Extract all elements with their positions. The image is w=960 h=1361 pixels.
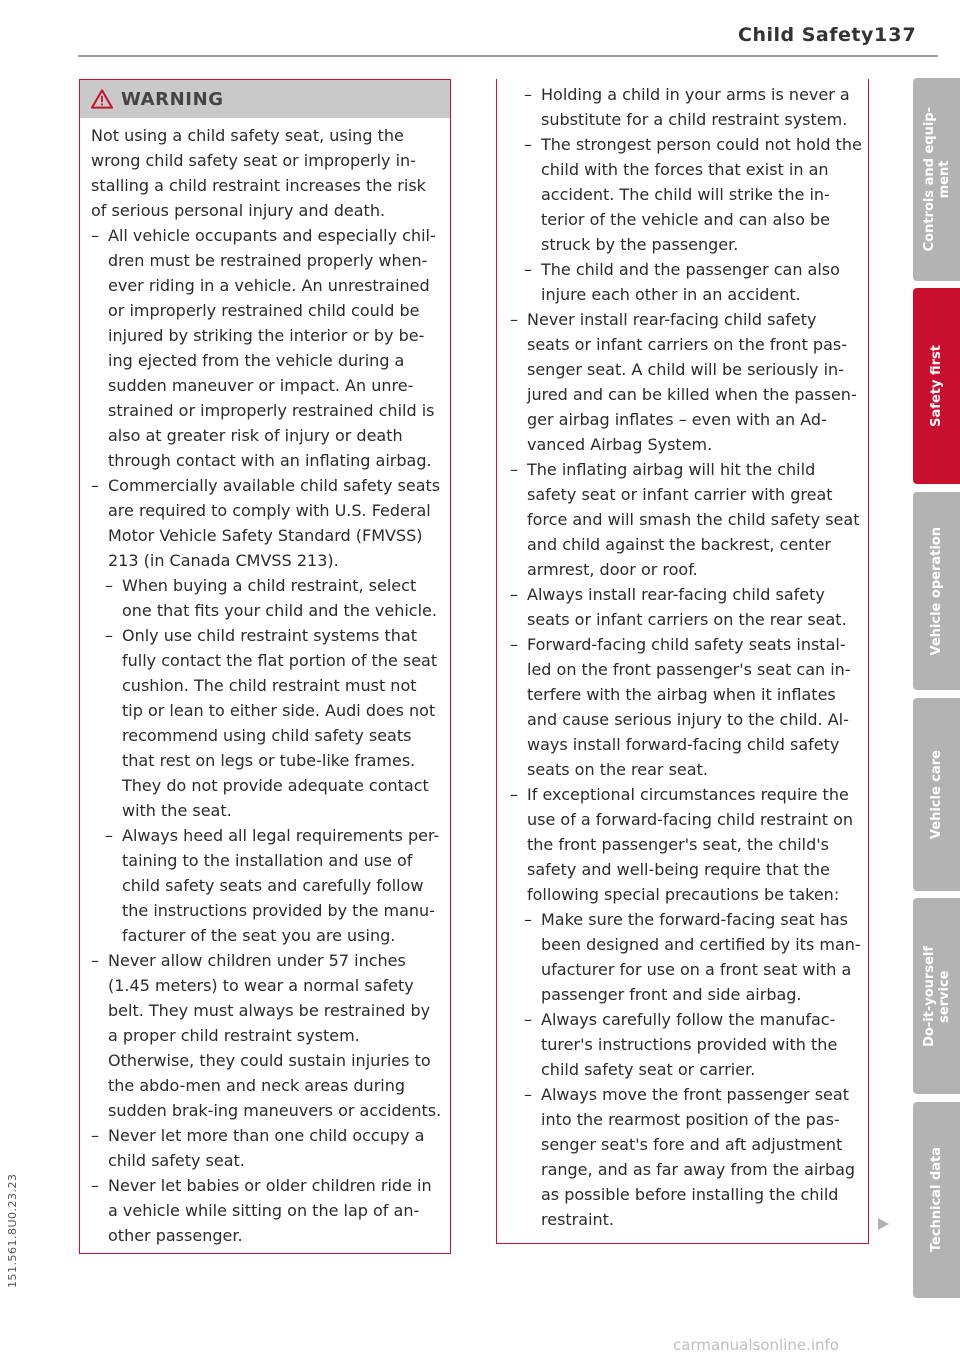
- watermark-text: carmanualsonline.info: [673, 1336, 839, 1354]
- sub-list-item: – The child and the passenger can also injure each other in an accident.: [510, 257, 862, 307]
- warning-triangle-icon: [91, 89, 113, 109]
- list-item: – Commercially available child safety seats are required to comply with U.S. Federal Motor Vehicle Safety Standard (FMVSS) 213 (in Canada CMVSS 213).: [91, 473, 442, 573]
- warning-title: WARNING: [121, 88, 224, 110]
- list-item: – If exceptional circumstances require the use of a forward-facing child restraint on the front passenger's seat, the child's safety and well-being require that the following special precautions be taken:: [510, 782, 862, 907]
- header-rule: [78, 55, 938, 57]
- warning-continued-body: [497, 79, 868, 1232]
- tab-controls-and-equipment[interactable]: Controls and equip- ment: [913, 78, 960, 281]
- sub-list-item: – Make sure the forward-facing seat has been designed and certified by its man-ufacturer for use on a front seat with a passenger front and side airbag.: [510, 907, 862, 1007]
- sub-list-item: – Always carefully follow the manufac-turer's instructions provided with the child safety seat or carrier.: [510, 1007, 862, 1082]
- page-number: 137: [874, 24, 917, 46]
- list-item: – Never allow children under 57 inches (1.45 meters) to wear a normal safety belt. They must always be restrained by a proper child restraint system. Otherwise, they could sustain injuries to the abdo-men and neck areas during sudden brak-ing maneuvers or accidents.: [91, 948, 442, 1123]
- sub-list-item: – Always move the front passenger seat into the rearmost position of the pas-senger seat's fore and aft adjustment range, and as far away from the airbag as possible before installing the child restraint.: [510, 1082, 862, 1232]
- list-item: – Never let babies or older children ride in a vehicle while sitting on the lap of an-other passenger.: [91, 1173, 442, 1248]
- sub-list-item: – Always heed all legal requirements per-taining to the installation and use of child safety seats and carefully follow the instructions provided by the manu-facturer of the seat you are using.: [91, 823, 442, 948]
- list-item: – Forward-facing child safety seats instal-led on the front passenger's seat can in-terfere with the airbag when it inflates and cause serious injury to the child. Al-ways install forward-facing child safety seats on the rear seat.: [510, 632, 862, 782]
- tab-technical-data[interactable]: Technical data: [913, 1102, 960, 1298]
- sub-list-item: – Only use child restraint systems that fully contact the flat portion of the seat cushion. The child restraint must not tip or lean to either side. Audi does not recommend using child safety seats that rest on legs or tube-like frames. They do not provide adequate contact with the seat.: [91, 623, 442, 823]
- warning-header: [80, 80, 450, 118]
- list-item: – Always install rear-facing child safety seats or infant carriers on the rear seat.: [510, 582, 862, 632]
- document-code: 151.561.8U0.23.23: [6, 1173, 19, 1288]
- warning-body: [80, 118, 450, 1248]
- list-item: – Never install rear-facing child safety seats or infant carriers on the front pas-senger seat. A child will be seriously in-jured and can be killed when the passen-ger airbag inflates – even with an Ad-vanced Airbag System.: [510, 307, 862, 457]
- warning-intro: Not using a child safety seat, using the wrong child safety seat or improperly in-stalling a child restraint increases the risk of serious personal injury and death.: [91, 126, 426, 220]
- tab-vehicle-care[interactable]: Vehicle care: [913, 698, 960, 891]
- tab-do-it-yourself-service[interactable]: Do-it-yourself service: [913, 898, 960, 1094]
- page-section-title: Child Safety: [738, 24, 874, 46]
- warning-continued-box: [496, 79, 869, 1244]
- tab-vehicle-operation[interactable]: Vehicle operation: [913, 492, 960, 690]
- continued-arrow-icon: [878, 1218, 889, 1230]
- list-item: – All vehicle occupants and especially chil-dren must be restrained properly when-ever riding in a vehicle. An unrestrained or improperly restrained child could be injured by striking the interior or by be-ing ejected from the vehicle during a sudden maneuver or impact. An unre-strained or improperly restrained child is also at greater risk of injury or death through contact with an inflating airbag.: [91, 223, 442, 473]
- sub-list-item: – Holding a child in your arms is never a substitute for a child restraint system.: [510, 82, 862, 132]
- warning-box: [79, 79, 451, 1254]
- tab-safety-first[interactable]: Safety first: [913, 288, 960, 484]
- sub-list-item: – When buying a child restraint, select one that fits your child and the vehicle.: [91, 573, 442, 623]
- sub-list-item: – The strongest person could not hold the child with the forces that exist in an accident. The child will strike the in-terior of the vehicle and can also be struck by the passenger.: [510, 132, 862, 257]
- list-item: – The inflating airbag will hit the child safety seat or infant carrier with great force and will smash the child safety seat and child against the backrest, center armrest, door or roof.: [510, 457, 862, 582]
- list-item: – Never let more than one child occupy a child safety seat.: [91, 1123, 442, 1173]
